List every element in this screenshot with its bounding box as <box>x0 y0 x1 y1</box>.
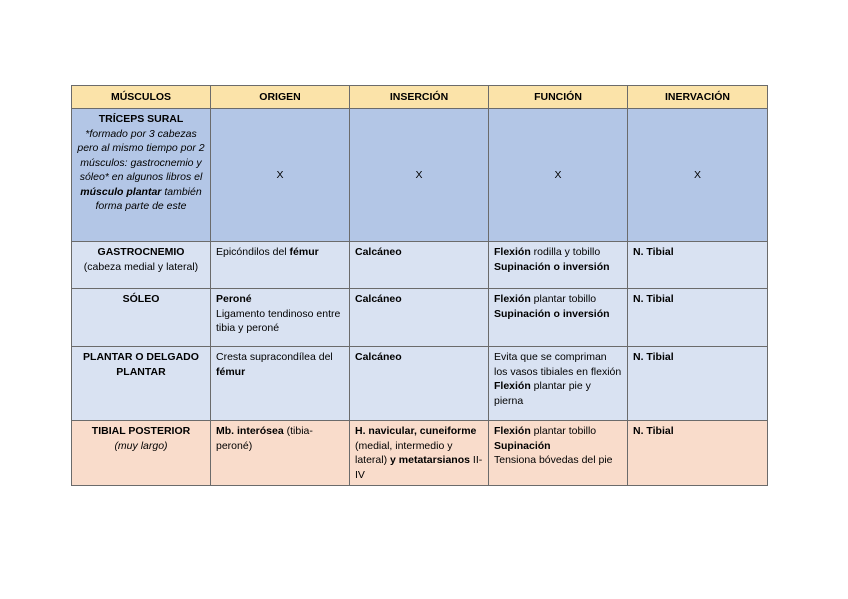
header-row <box>72 86 768 109</box>
header-origen: ORIGEN <box>211 86 350 109</box>
muscle-note: *formado por 3 cabezas pero al mismo tiempo por 2 músculos: gastrocnemio y sóleo* en algunos libros el músculo plantar también forma parte de este <box>77 127 205 212</box>
inervacion-cell: N. Tibial <box>628 347 768 421</box>
origen-cell: Peroné Ligamento tendinoso entre tibia y peroné <box>211 289 350 347</box>
muscle-subtitle: (muy largo) <box>114 439 168 452</box>
table-row-gastrocnemio <box>72 242 768 289</box>
muscle-name: TIBIAL POSTERIOR <box>91 425 191 437</box>
muscle-cell <box>72 289 211 347</box>
header-inervacion: INERVACIÓN <box>628 86 768 109</box>
muscle-cell <box>72 347 211 421</box>
inervacion-cell: N. Tibial <box>628 421 768 486</box>
inervacion-cell: N. Tibial <box>628 242 768 289</box>
header-musculos: MÚSCULOS <box>72 86 211 109</box>
muscle-cell <box>72 242 211 289</box>
muscle-name: PLANTAR O DELGADO PLANTAR <box>83 351 199 378</box>
origen-cell: X <box>211 109 350 242</box>
funcion-cell: Flexión plantar tobillo Supinación Tensiona bóvedas del pie <box>489 421 628 486</box>
insercion-cell: H. navicular, cuneiforme (medial, intermedio y lateral) y metatarsianos II-IV <box>350 421 489 486</box>
insercion-cell: Calcáneo <box>350 242 489 289</box>
table-row-triceps-sural <box>72 109 768 242</box>
inervacion-cell: X <box>628 109 768 242</box>
muscle-name: GASTROCNEMIO <box>97 246 185 258</box>
funcion-cell: Evita que se compriman los vasos tibiales en flexión Flexión plantar pie y pierna <box>489 347 628 421</box>
muscle-subtitle: (cabeza medial y lateral) <box>83 260 199 273</box>
muscle-name: TRÍCEPS SURAL <box>98 113 184 125</box>
insercion-cell: Calcáneo <box>350 289 489 347</box>
origen-cell: Cresta supracondílea del fémur <box>211 347 350 421</box>
funcion-cell: X <box>489 109 628 242</box>
header-insercion: INSERCIÓN <box>350 86 489 109</box>
table-row-plantar <box>72 347 768 421</box>
funcion-cell: Flexión rodilla y tobillo Supinación o inversión <box>489 242 628 289</box>
funcion-cell: Flexión plantar tobillo Supinación o inversión <box>489 289 628 347</box>
insercion-cell: Calcáneo <box>350 347 489 421</box>
muscle-cell <box>72 421 211 486</box>
origen-cell: Mb. interósea (tibia-peroné) <box>211 421 350 486</box>
inervacion-cell: N. Tibial <box>628 289 768 347</box>
insercion-cell: X <box>350 109 489 242</box>
muscle-cell <box>72 109 211 242</box>
muscle-name: SÓLEO <box>122 293 160 305</box>
table-row-tibial-posterior <box>72 421 768 486</box>
header-funcion: FUNCIÓN <box>489 86 628 109</box>
table-row-soleo <box>72 289 768 347</box>
origen-cell: Epicóndilos del fémur <box>211 242 350 289</box>
muscles-table <box>71 85 768 486</box>
